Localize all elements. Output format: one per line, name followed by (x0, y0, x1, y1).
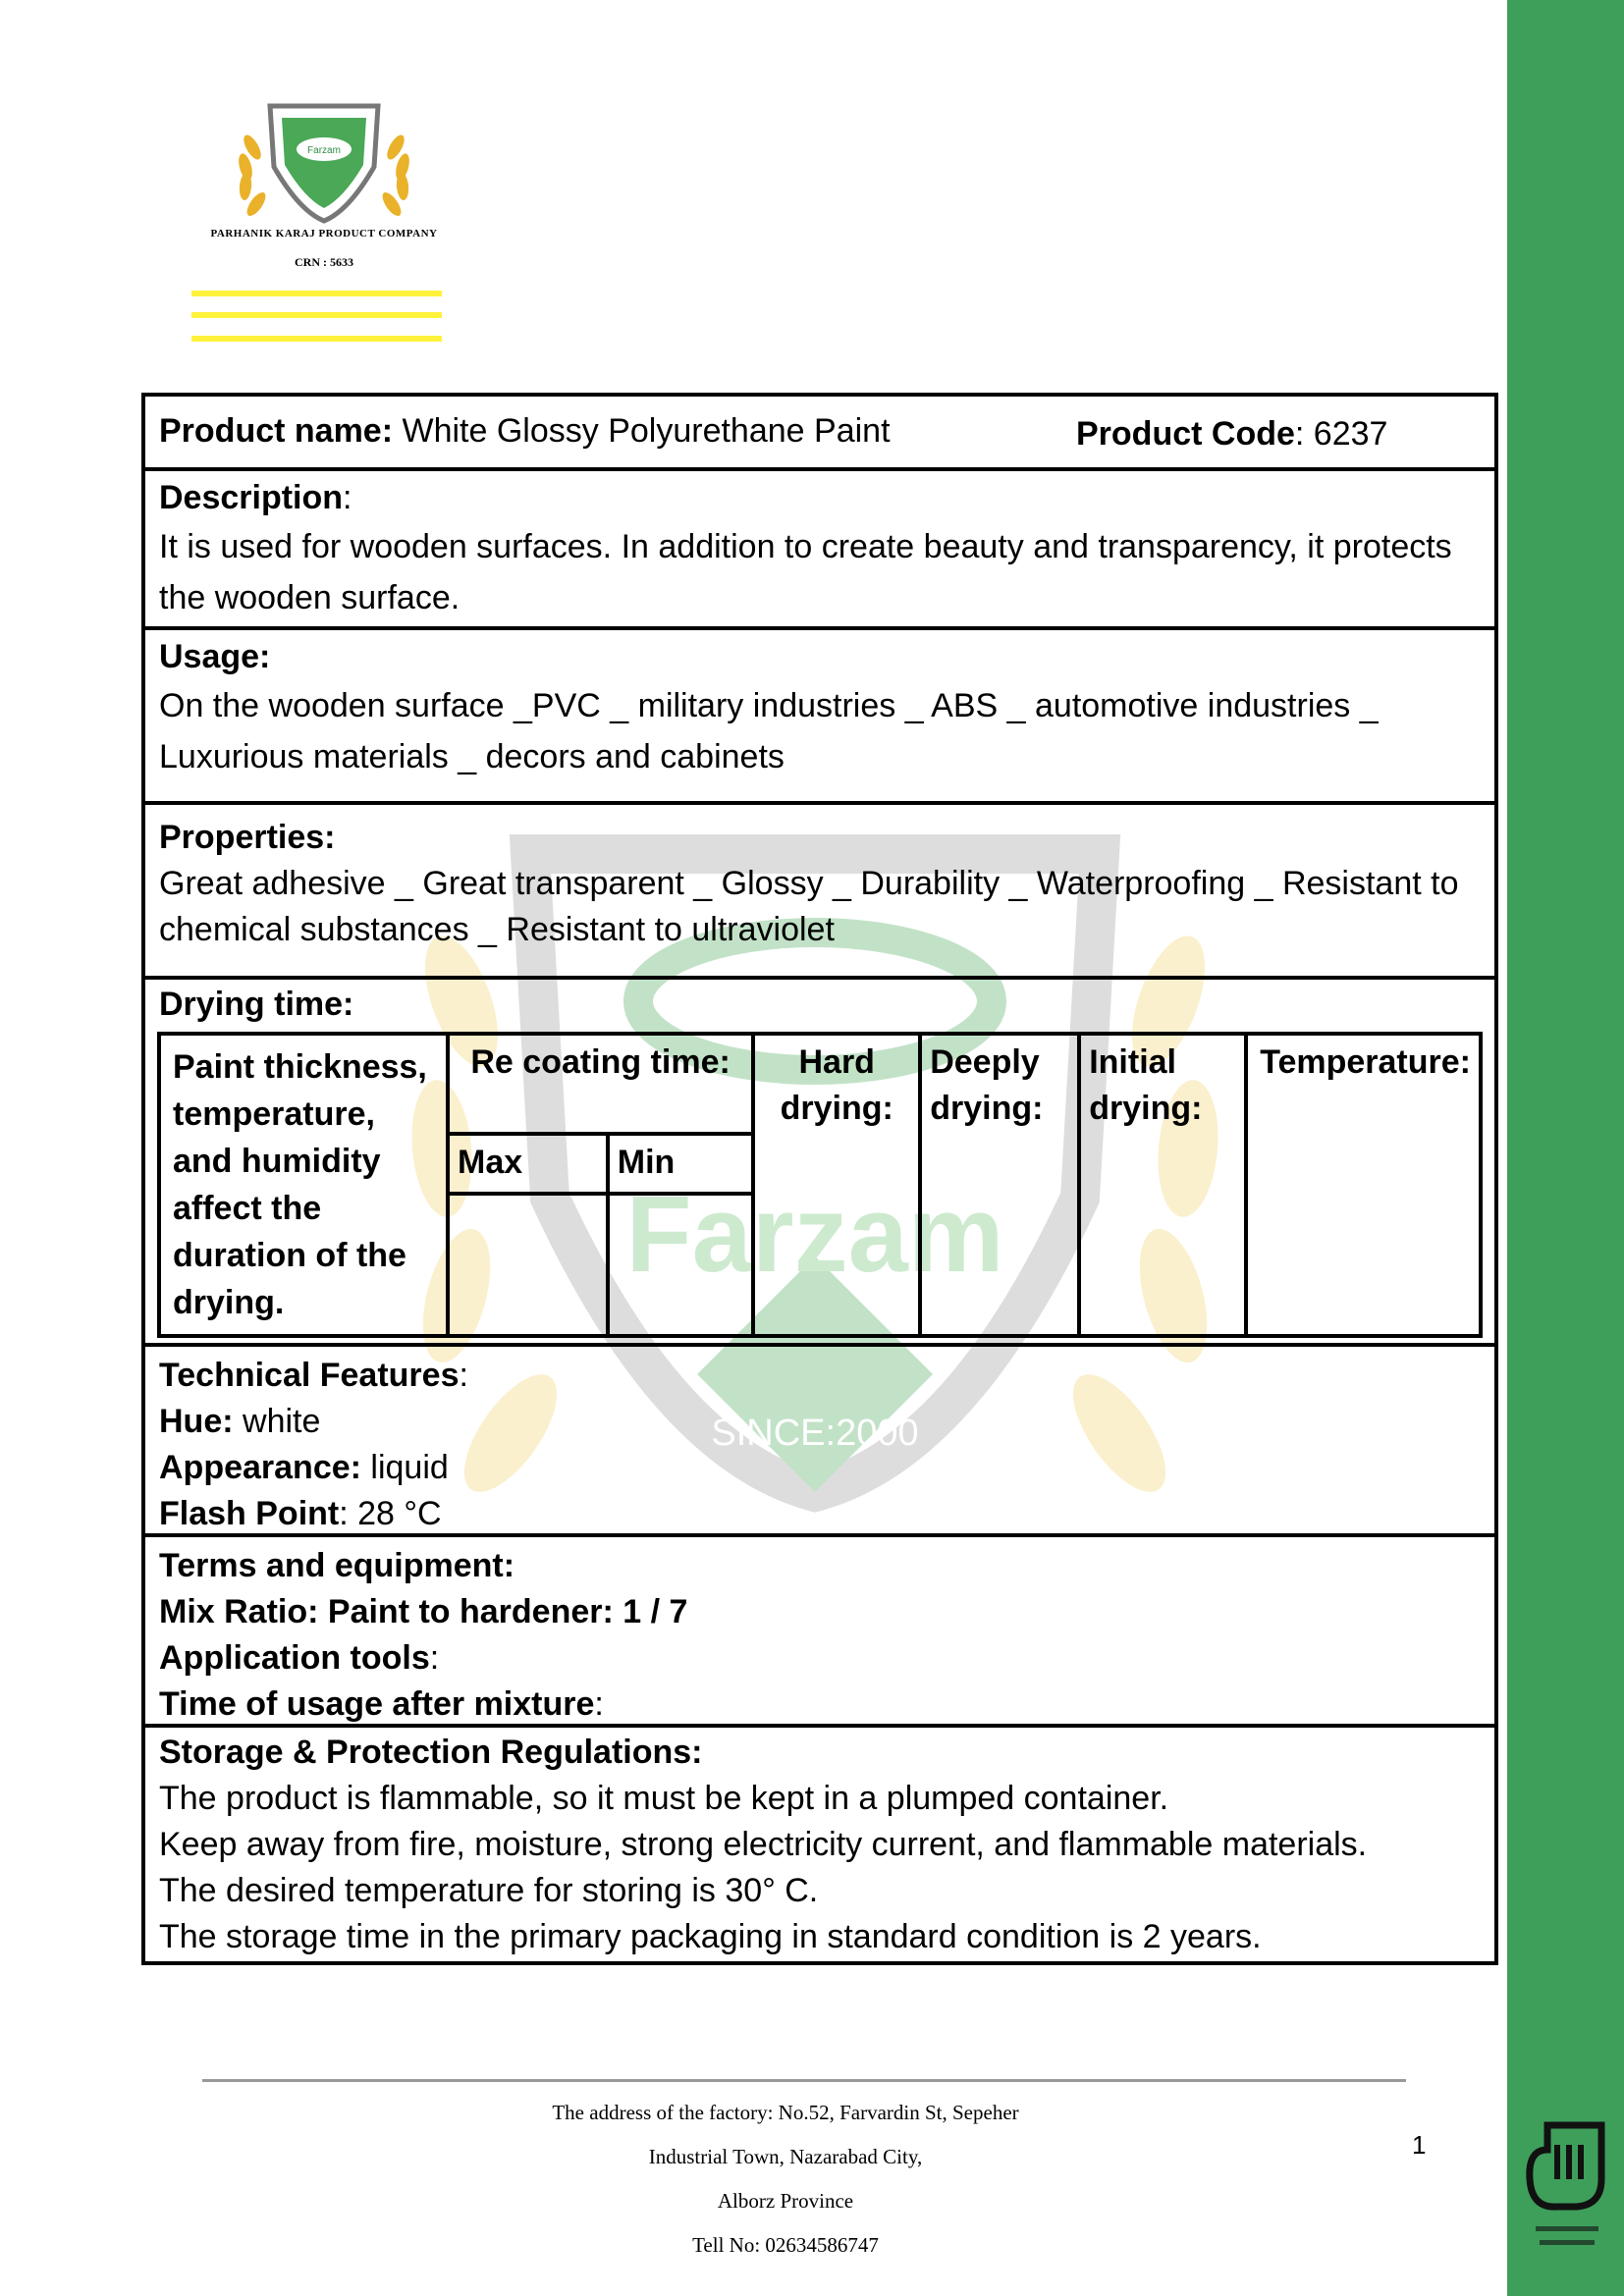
footer-divider (202, 2079, 1406, 2082)
product-code-label: Product Code (1076, 415, 1295, 453)
usage-text: On the wooden surface _PVC _ military industries _ ABS _ automotive industries _ Luxurious materials _ decors and cabinets (159, 687, 1379, 775)
drying-section (145, 980, 1494, 1347)
properties-section (145, 805, 1494, 980)
appearance-label: Appearance: (159, 1449, 361, 1486)
drying-note: Paint thickness, temperature, and humidity affect the duration of the drying. (159, 1034, 448, 1336)
usage-time-colon: : (594, 1685, 604, 1723)
terms-label: Terms and equipment: (159, 1547, 515, 1584)
recoating-max-header: Max (448, 1134, 608, 1194)
recoating-min-header: Min (608, 1134, 753, 1194)
recoating-max-value (448, 1194, 608, 1336)
company-logo (191, 88, 457, 373)
watermark-since: SINCE:2000 (711, 1413, 919, 1454)
product-name-label: Product name: (159, 411, 394, 450)
description-section (145, 471, 1494, 630)
properties-text: Great adhesive _ Great transparent _ Glossy _ Durability _ Waterproofing _ Resistant to chemical substances _ Resistant to ultraviolet (159, 865, 1459, 948)
technical-colon: : (459, 1357, 468, 1394)
product-code-value: : 6237 (1294, 415, 1388, 453)
yellow-line (191, 291, 442, 296)
flash-point-value: : 28 °C (339, 1495, 442, 1532)
technical-label: Technical Features (159, 1357, 460, 1394)
product-name-row (145, 397, 1494, 471)
watermark-brand: Farzam (625, 1174, 1004, 1295)
storage-label: Storage & Protection Regulations: (159, 1734, 703, 1771)
hue-value: white (233, 1403, 321, 1440)
usage-time-label: Time of usage after mixture (159, 1685, 595, 1723)
usage-section (145, 630, 1494, 805)
logo-crn: CRN : 5633 (295, 255, 353, 269)
storage-line: The desired temperature for storing is 30° C. (159, 1872, 819, 1909)
footer-telephone: Tell No: 02634586747 (692, 2233, 879, 2257)
farzam-shield-icon (191, 88, 457, 226)
hue-label: Hue: (159, 1403, 234, 1440)
page-number: 1 (1412, 2130, 1427, 2160)
description-colon: : (343, 479, 352, 516)
technical-section (145, 1347, 1494, 1537)
drying-table (157, 1032, 1483, 1338)
application-tools-label: Application tools (159, 1639, 430, 1677)
recoating-header: Re coating time: (448, 1034, 753, 1134)
side-green-bar (1507, 0, 1624, 2296)
temperature-header: Temperature: (1246, 1034, 1481, 1336)
storage-line: The storage time in the primary packaging in standard condition is 2 years. (159, 1918, 1262, 1955)
flash-point-label: Flash Point (159, 1495, 340, 1532)
yellow-line (191, 336, 442, 342)
logo-brand-text: Farzam (307, 145, 341, 156)
footer-address-line1: The address of the factory: No.52, Farvardin St, Sepeher (552, 2101, 1019, 2124)
recoating-min-value (608, 1194, 753, 1336)
terms-section (145, 1537, 1494, 1728)
deeply-drying-header: Deeply drying: (920, 1034, 1079, 1336)
drying-label: Drying time: (159, 986, 354, 1023)
hard-drying-header: Hard drying: (753, 1034, 920, 1336)
footer-address-line3: Alborz Province (717, 2189, 854, 2213)
standard-mark-icon (1518, 2110, 1616, 2287)
product-name-value: White Glossy Polyurethane Paint (393, 411, 891, 450)
storage-line: The product is flammable, so it must be kept in a plumped container. (159, 1780, 1169, 1817)
yellow-line (191, 312, 442, 318)
mix-ratio: Mix Ratio: Paint to hardener: 1 / 7 (159, 1593, 688, 1630)
storage-line: Keep away from fire, moisture, strong electricity current, and flammable materials. (159, 1826, 1368, 1863)
appearance-value: liquid (360, 1449, 449, 1486)
properties-label: Properties: (159, 819, 336, 856)
logo-company-name: PARHANIK KARAJ PRODUCT COMPANY (210, 228, 438, 240)
description-label: Description (159, 479, 344, 516)
storage-section (145, 1728, 1494, 1961)
usage-label: Usage: (159, 638, 271, 675)
product-datasheet (141, 393, 1498, 1965)
initial-drying-header: Initial drying: (1079, 1034, 1246, 1336)
footer-address-line2: Industrial Town, Nazarabad City, (648, 2145, 923, 2168)
description-text: It is used for wooden surfaces. In addition to create beauty and transparency, it protects the wooden surface. (159, 528, 1452, 616)
application-tools-colon: : (429, 1639, 440, 1677)
